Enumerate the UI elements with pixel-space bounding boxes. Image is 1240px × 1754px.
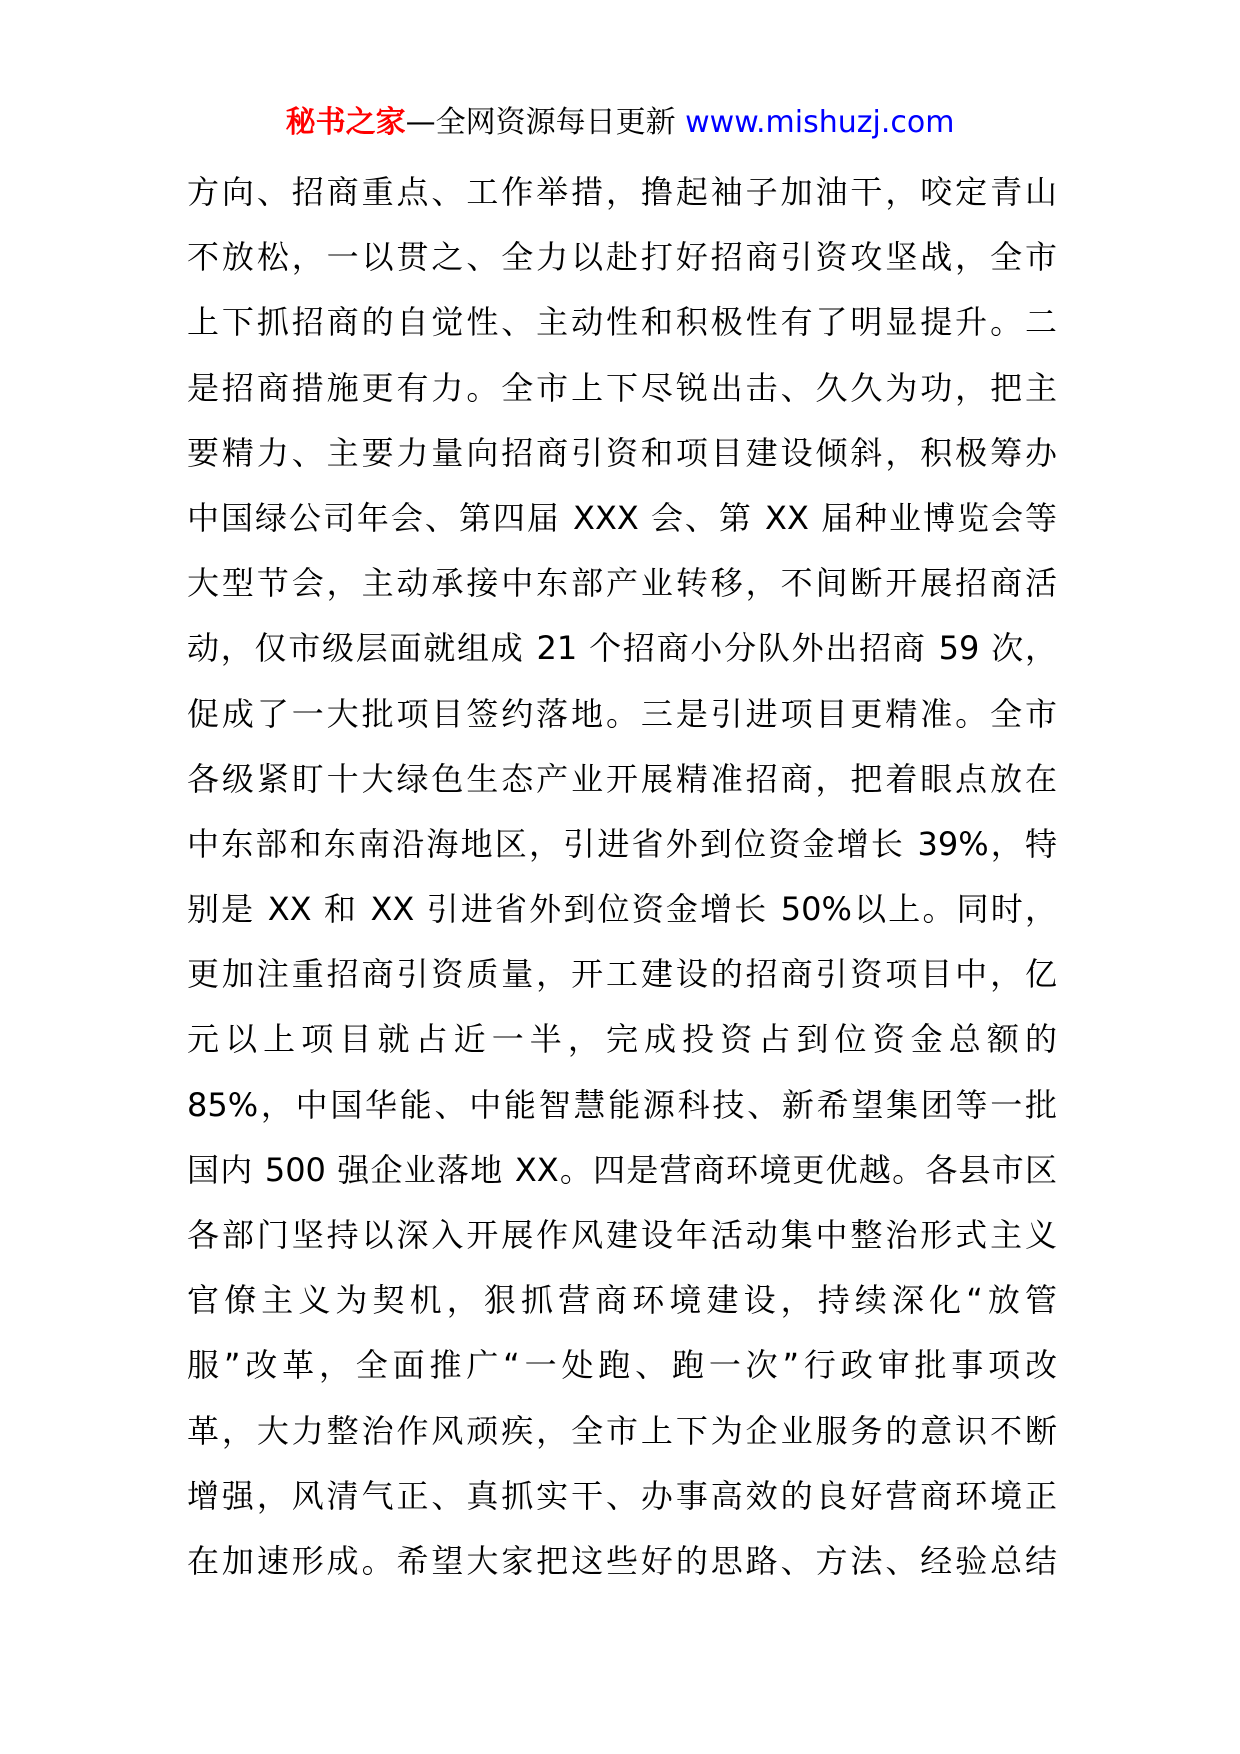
- text-line: 在加速形成。希望大家把这些好的思路、方法、经验总结: [187, 1541, 1057, 1580]
- text-line: 要精力、主要力量向招商引资和项目建设倾斜，积极筹办: [187, 433, 1057, 472]
- text-line: 元以上项目就占近一半，完成投资占到位资金总额的: [187, 1020, 1057, 1059]
- site-tagline: —全网资源每日更新: [405, 105, 676, 140]
- text-line: 大型节会，主动承接中东部产业转移，不间断开展招商活: [187, 564, 1057, 603]
- text-line: 国内 500 强企业落地 XX。四是营商环境更优越。各县市区: [187, 1150, 1057, 1189]
- text-line: 上下抓招商的自觉性、主动性和积极性有了明显提升。二: [187, 303, 1057, 342]
- text-line: 革，大力整治作风顽疾，全市上下为企业服务的意识不断: [187, 1411, 1057, 1450]
- site-header: [0, 101, 1240, 145]
- site-brand: 秘书之家: [285, 105, 406, 140]
- document-body: [187, 160, 1057, 1594]
- text-line: 服”改革，全面推广“一处跑、跑一次”行政审批事项改: [187, 1346, 1057, 1385]
- text-line: 中东部和东南沿海地区，引进省外到位资金增长 39%，特: [187, 824, 1057, 863]
- text-line: 各部门坚持以深入开展作风建设年活动集中整治形式主义: [187, 1216, 1057, 1254]
- text-line: 官僚主义为契机，狠抓营商环境建设，持续深化“放管: [187, 1281, 1057, 1320]
- text-line: 是招商措施更有力。全市上下尽锐出击、久久为功，把主: [187, 368, 1057, 407]
- text-line: 各级紧盯十大绿色生态产业开展精准招商，把着眼点放在: [187, 759, 1057, 798]
- text-line: 促成了一大批项目签约落地。三是引进项目更精准。全市: [187, 694, 1057, 733]
- text-line: 中国绿公司年会、第四届 XXX 会、第 XX 届种业博览会等: [187, 498, 1057, 537]
- text-line: 方向、招商重点、工作举措，撸起袖子加油干，咬定青山: [187, 173, 1057, 211]
- site-url-link[interactable]: www.mishuzj.com: [685, 105, 955, 140]
- text-line: 增强，风清气正、真抓实干、办事高效的良好营商环境正: [187, 1476, 1057, 1515]
- text-line: 不放松，一以贯之、全力以赴打好招商引资攻坚战，全市: [187, 238, 1057, 277]
- text-line: 85%，中国华能、中能智慧能源科技、新希望集团等一批: [187, 1085, 1057, 1124]
- text-line: 更加注重招商引资质量，开工建设的招商引资项目中，亿: [187, 955, 1057, 994]
- text-line: 别是 XX 和 XX 引进省外到位资金增长 50%以上。同时，: [187, 890, 1057, 929]
- text-line: 动，仅市级层面就组成 21 个招商小分队外出招商 59 次，: [187, 629, 1057, 668]
